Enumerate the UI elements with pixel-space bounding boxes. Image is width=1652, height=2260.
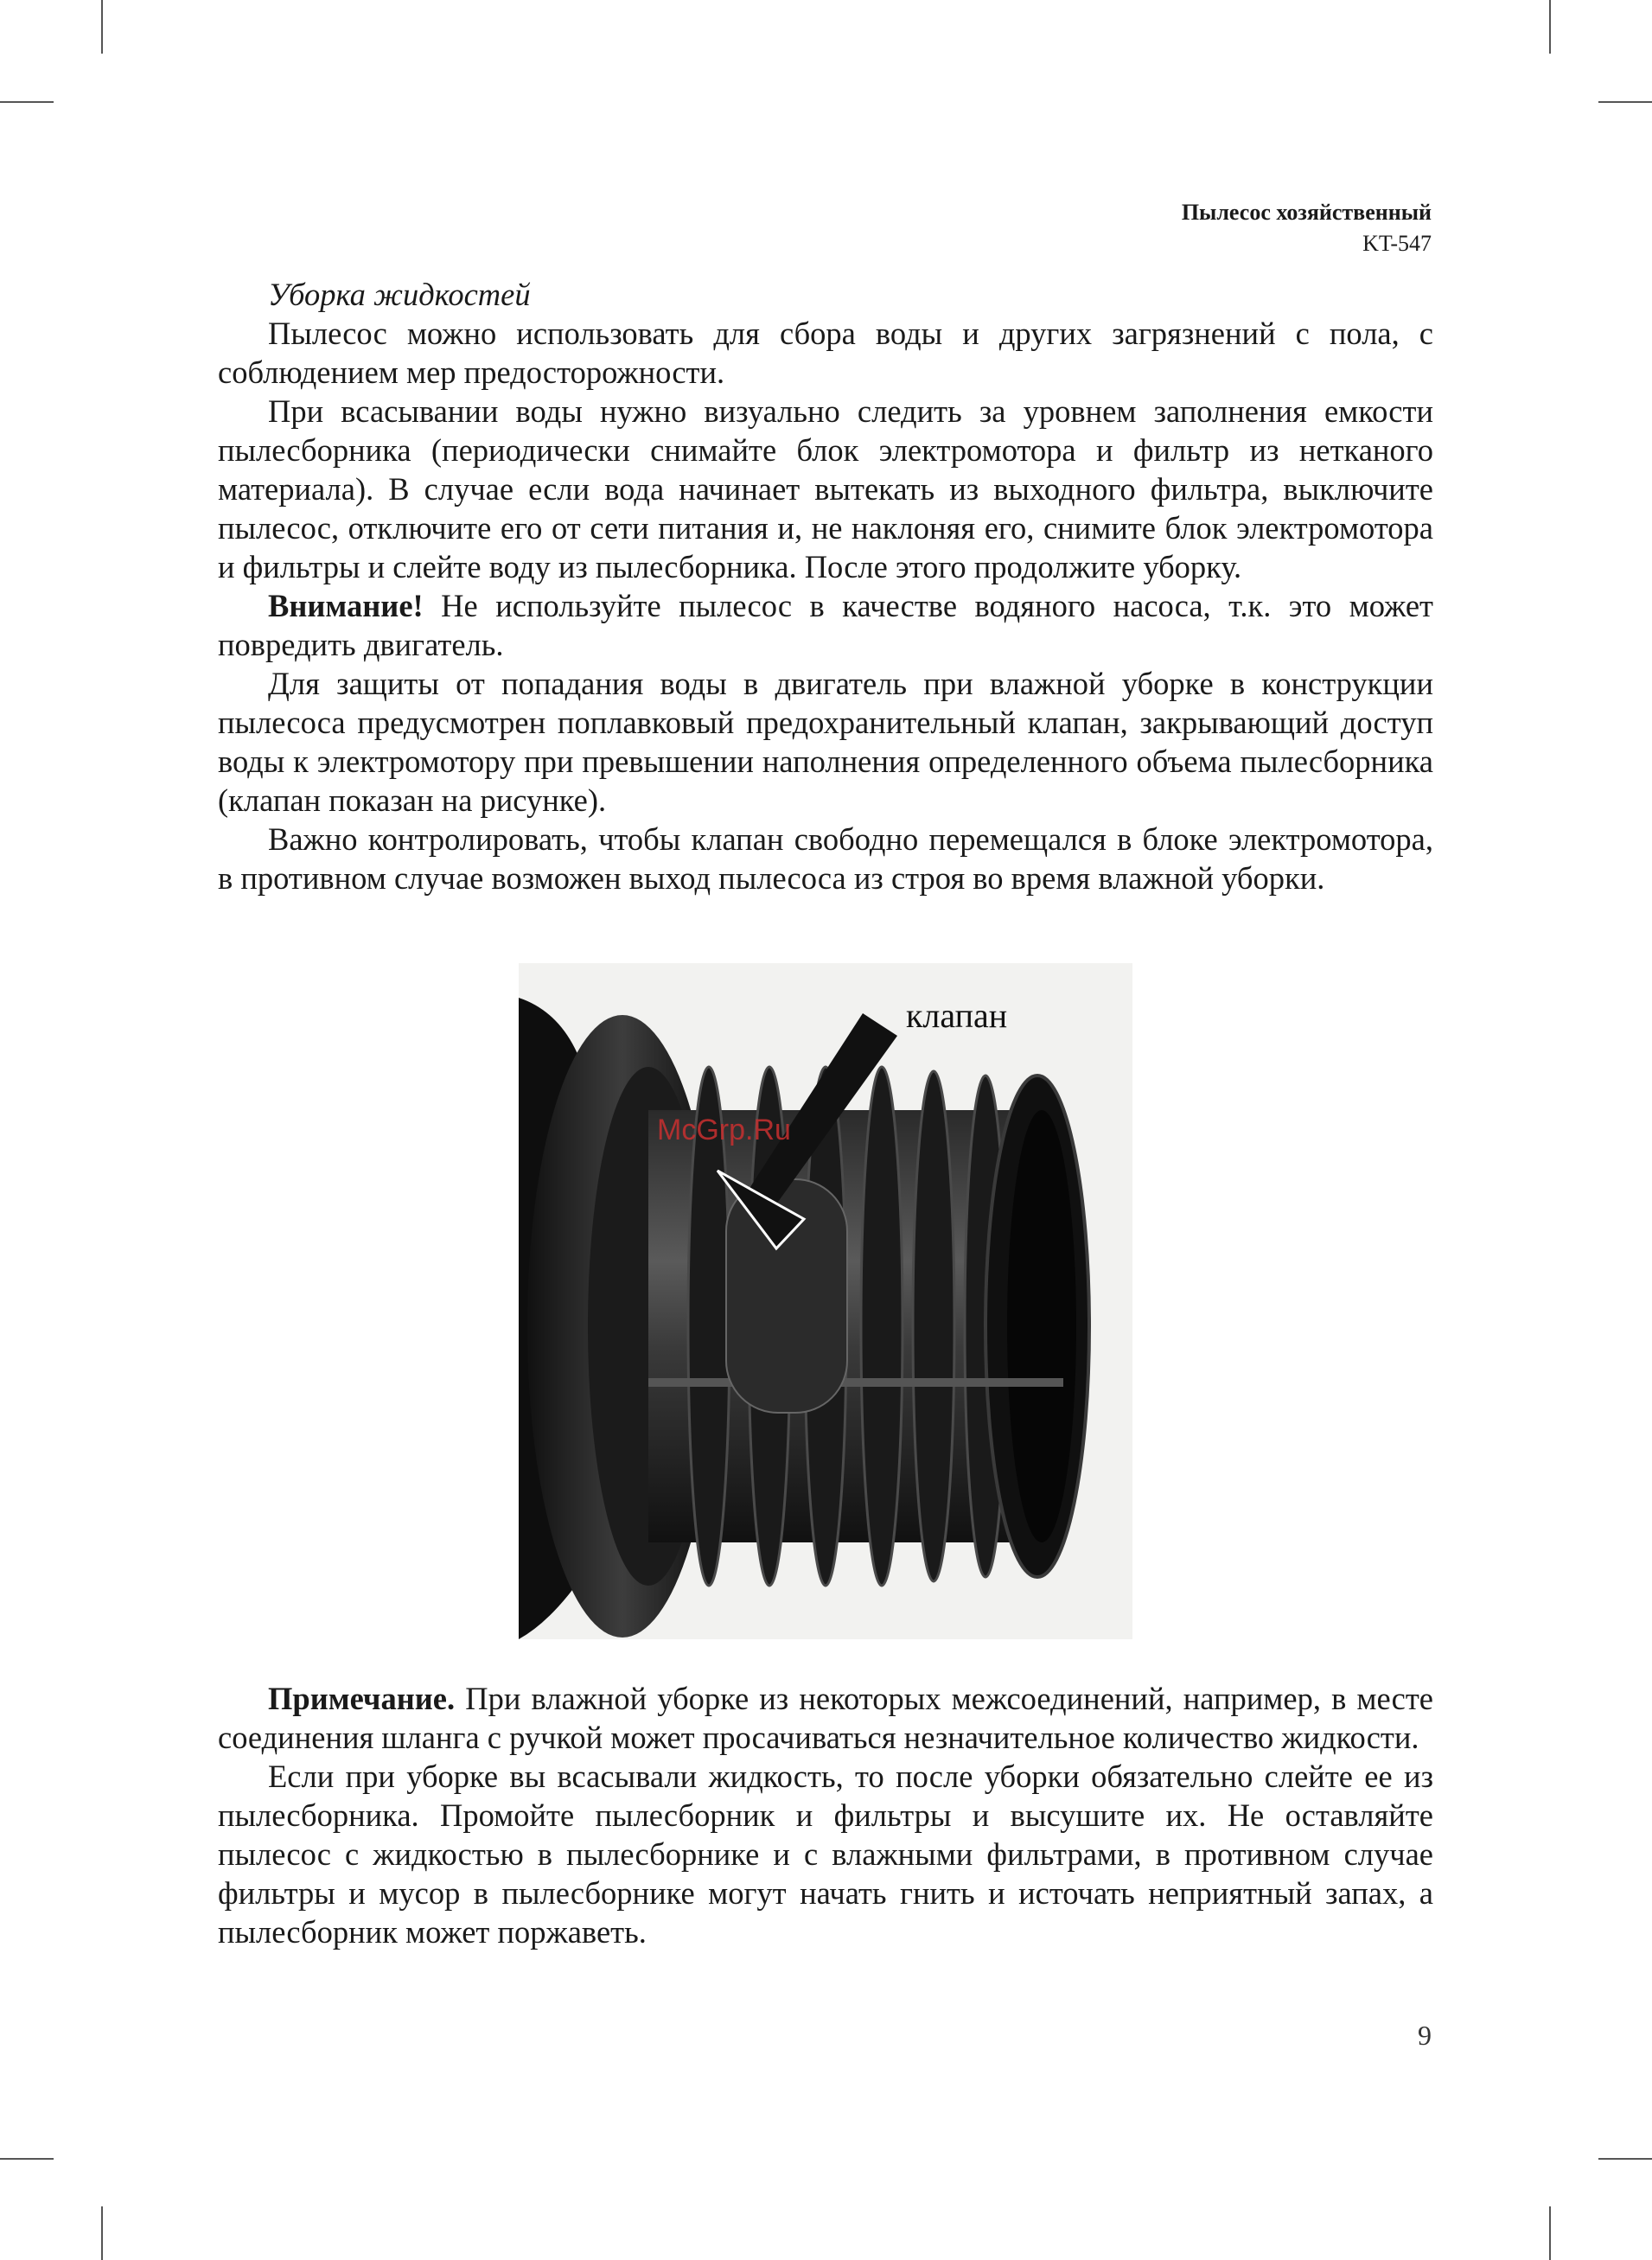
crop-mark-bottom-right-h: [1598, 2158, 1652, 2160]
warning-label: Внимание!: [268, 588, 424, 623]
valve-photo: [519, 963, 1132, 1639]
crop-mark-top-left: [101, 0, 103, 54]
paragraph-float-valve: Для защиты от попадания воды в двигатель при влажной уборке в конструкции пылесоса предусмотрен поплавковый предохранительный клапан, закрывающий доступ воды к электромотору при превышении наполнения определенного объема пылесборника (клапан показан на рисунке).: [218, 666, 1433, 818]
paragraph-suction: При всасывании воды нужно визуально следить за уровнем заполнения емкости пылесборника (периодически снимайте блок электромотора и фильтр из нетканого материала). В случае если вода начинает вытекать из выходного фильтра, выключите пылесос, отключите его от сети питания и, не наклоняя его, снимите блок электромотора и фильтры и слейте воду из пылесборника. После этого продолжите уборку.: [218, 393, 1433, 584]
crop-mark-top-right-h: [1598, 101, 1652, 103]
valve-callout-label: клапан: [906, 996, 1008, 1035]
paragraph-note: [218, 1679, 1433, 1757]
section-title: Уборка жидкостей: [268, 277, 531, 312]
crop-mark-top-left-h: [0, 101, 54, 103]
watermark-text: McGrp.Ru: [657, 1114, 791, 1146]
crop-mark-bottom-right: [1549, 2206, 1551, 2260]
body-text-top: [218, 275, 1433, 897]
header-title: Пылесос хозяйственный: [1181, 200, 1432, 225]
note-label: Примечание.: [268, 1681, 456, 1716]
header-model: KT-547: [1362, 231, 1432, 256]
crop-mark-bottom-left: [101, 2206, 103, 2260]
crop-mark-bottom-left-h: [0, 2158, 54, 2160]
crop-mark-top-right: [1549, 0, 1551, 54]
paragraph-after-cleaning: Если при уборке вы всасывали жидкость, то после уборки обязательно слейте ее из пылесборника. Промойте пылесборник и фильтры и высушите их. Не оставляйте пылесос с жидкостью в пылесборнике и с влажными фильтрами, в противном случае фильтры и мусор в пылесборнике могут начать гнить и источать неприятный запах, а пылесборник может поржаветь.: [218, 1759, 1433, 1950]
paragraph-intro: Пылесос можно использовать для сбора воды и других загрязнений с пола, с соблюдением мер предосторожности.: [218, 316, 1433, 390]
running-header: [1182, 197, 1432, 259]
note-text: При влажной уборке из некоторых межсоединений, например, в месте соединения шланга с ручкой может просачиваться незначительное количество жидкости.: [218, 1681, 1433, 1755]
body-text-bottom: [218, 1679, 1433, 1951]
page-number: 9: [1418, 2020, 1432, 2051]
warning-text: Не используйте пылесос в качестве водяного насоса, т.к. это может повредить двигатель.: [218, 588, 1433, 662]
valve-photo-drawing: [519, 963, 1132, 1639]
paragraph-warning: [218, 586, 1433, 664]
paragraph-control: Важно контролировать, чтобы клапан свободно перемещался в блоке электромотора, в противном случае возможен выход пылесоса из строя во время влажной уборки.: [218, 821, 1433, 896]
